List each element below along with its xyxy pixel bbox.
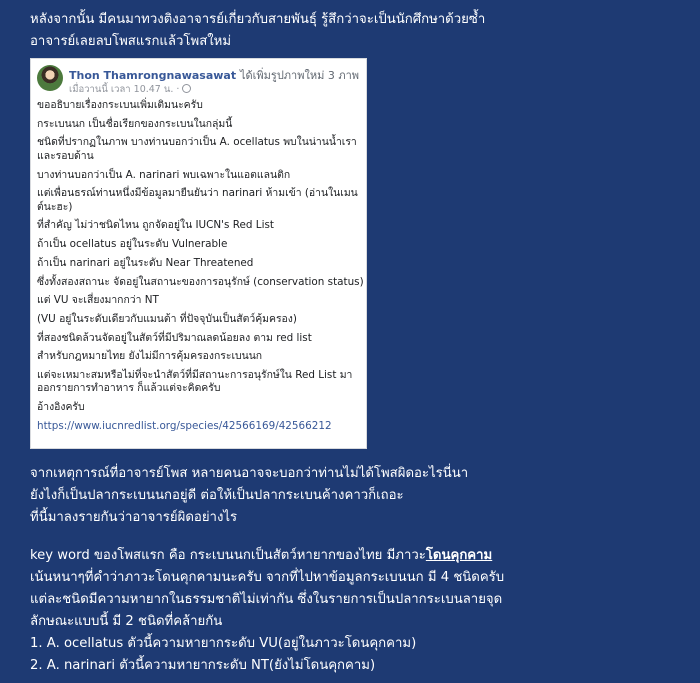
post-line: ซึ่งทั้งสองสถานะ จัดอยู่ในสถานะของการอนุรักษ์ (conservation status) — [37, 275, 364, 288]
post-line: แต่ VU จะเสี่ยงมากกว่า NT — [37, 294, 159, 307]
intro-line: หลังจากนั้น มีคนมาทวงติงอาจารย์เกี่ยวกับสายพันธุ์ รู้สึกว่าจะเป็นนักศึกษาด้วยซ้ำ — [30, 12, 486, 27]
threatened-emphasis: โดนคุกคาม — [425, 548, 493, 563]
facebook-post-screenshot — [30, 58, 367, 449]
post-action: ได้เพิ่มรูปภาพใหม่ 3 ภาพ — [239, 69, 360, 82]
keyword-line: ลักษณะแบบนี้ มี 2 ชนิดที่คล้ายกัน — [30, 614, 223, 629]
post-line: ถ้าเป็น narinari อยู่ในระดับ Near Threatened — [37, 256, 254, 269]
post-line: ที่สำคัญ ไม่ว่าชนิดไหน ถูกจัดอยู่ใน IUCN's Red List — [37, 219, 274, 232]
species-item-narinari: 2. A. narinari ตัวนี้ความหายากระดับ NT(ยังไม่โดนคุกคาม) — [30, 658, 376, 673]
post-line: (VU อยู่ในระดับเดียวกับแมนต้า ที่ปัจจุบันเป็นสัตว์คุ้มครอง) — [37, 312, 297, 325]
post-line: ที่สองชนิดล้วนจัดอยู่ในสัตว์ที่มีปริมาณลดน้อยลง ตาม red list — [37, 331, 312, 344]
intro-paragraph — [30, 9, 485, 53]
post-timestamp[interactable]: เมื่อวานนี้ เวลา 10.47 น. · — [69, 84, 180, 95]
intro-line: อาจารย์เลยลบโพสแรกแล้วโพสใหม่ — [30, 34, 232, 49]
post-line: สำหรับกฎหมายไทย ยังไม่มีการคุ้มครองกระเบนนก — [37, 350, 263, 363]
keyword-line: เน้นหนาๆที่คำว่าภาวะโดนคุกคามนะครับ จากที่ไปหาข้อมูลกระเบนนก มี 4 ชนิดครับ — [30, 570, 505, 585]
post-line: บางท่านบอกว่าเป็น A. narinari พบเฉพาะในแอตแลนติก — [37, 168, 291, 181]
post-time-line — [69, 82, 191, 97]
post-line: กระเบนนก เป็นชื่อเรียกของกระเบนในกลุ่มนี้ — [37, 117, 233, 130]
post-body — [37, 99, 367, 439]
after-line: จากเหตุการณ์ที่อาจารย์โพส หลายคนอาจจะบอกว่าท่านไม่ได้โพสผิดอะไรนี่นา — [30, 466, 469, 481]
after-line: ยังไงก็เป็นปลากระเบนนกอยู่ดี ต่อให้เป็นปลากระเบนค้างคาวก็เถอะ — [30, 488, 404, 503]
keyword-line: แต่ละชนิดมีความหายากในธรรมชาติไม่เท่ากัน ซึ่งในรายการเป็นปลากระเบนลายจุด — [30, 592, 503, 607]
iucn-link[interactable]: https://www.iucnredlist.org/species/42566169/42566212 — [37, 419, 332, 432]
post-line: อ้างอิงครับ — [37, 401, 85, 414]
keyword-paragraph — [30, 545, 504, 677]
author-name[interactable]: Thon Thamrongnawasawat — [69, 69, 237, 82]
globe-icon — [182, 84, 191, 93]
post-line: ขออธิบายเรื่องกระเบนเพิ่มเติมนะครับ — [37, 99, 203, 111]
post-line: ถ้าเป็น ocellatus อยู่ในระดับ Vulnerable — [37, 238, 228, 251]
post-header — [37, 65, 362, 95]
avatar[interactable] — [37, 65, 63, 91]
post-line: ชนิดที่ปรากฏในภาพ บางท่านบอกว่าเป็น A. ocellatus พบในน่านน้ำเรา และรอบด้าน — [37, 136, 357, 162]
post-line: แต่จะเหมาะสมหรือไม่ที่จะนำสัตว์ที่มีสถานะการอนุรักษ์ใน Red List มา ออกรายการทำอาหาร ก็แล้วแต่จะคิดครับ — [37, 368, 353, 395]
post-line: แต่เพื่อนธรณ์ท่านหนึ่งมีข้อมูลมายืนยันว่า narinari ห้ามเข้า (อ่านในเมน ต์นะฮะ) — [37, 187, 358, 213]
species-item-ocellatus: 1. A. ocellatus ตัวนี้ความหายากระดับ VU(อยู่ในภาวะโดนคุกคาม) — [30, 636, 417, 651]
after-paragraph — [30, 463, 468, 529]
keyword-line: key word ของโพสแรก คือ กระเบนนกเป็นสัตว์หายากของไทย มีภาวะโดนคุกคาม — [30, 548, 493, 563]
after-line: ที่นี้มาลงรายกันว่าอาจารย์ผิดอย่างไร — [30, 510, 238, 525]
